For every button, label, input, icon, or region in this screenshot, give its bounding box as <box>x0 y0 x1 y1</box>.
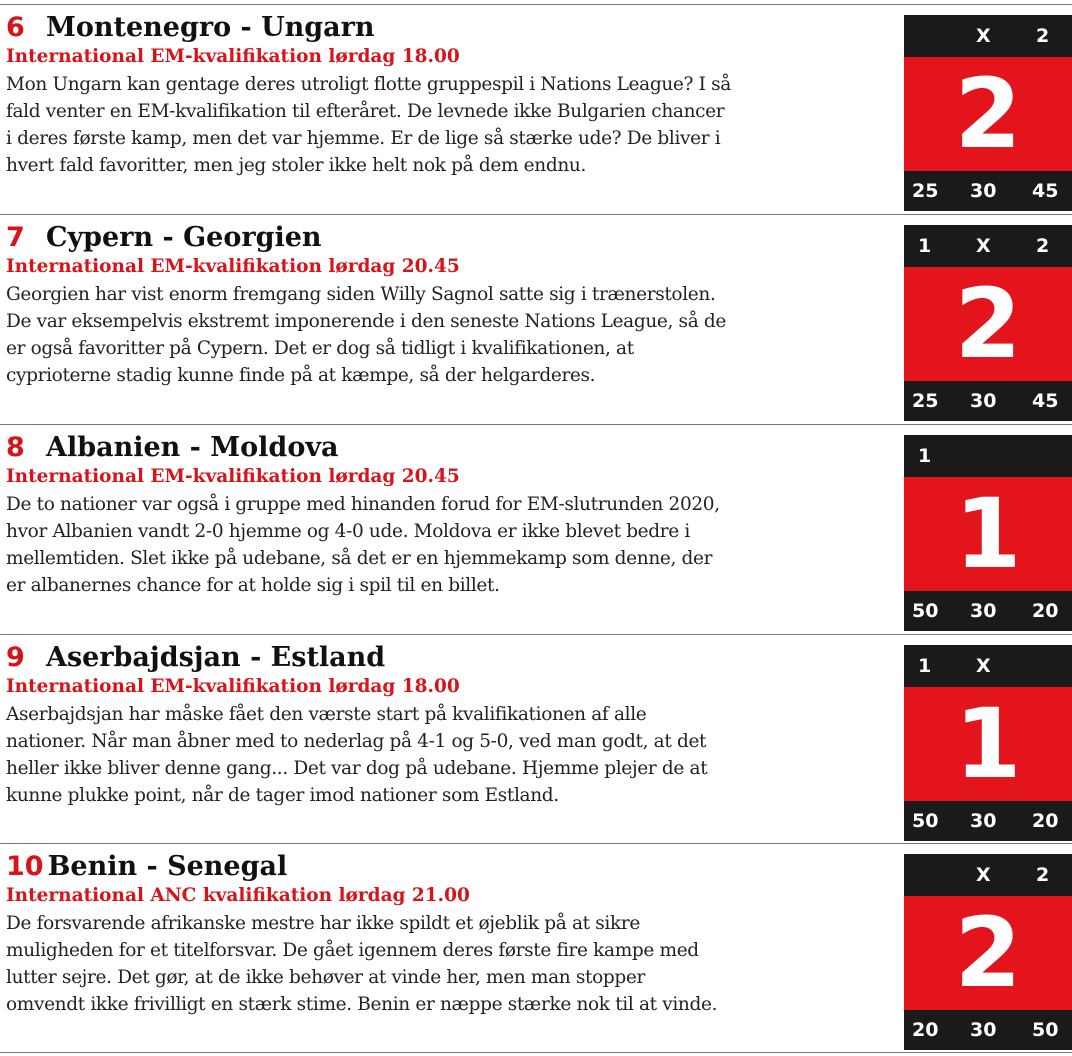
sign-away: 2 <box>1036 25 1050 47</box>
description-line: De var eksempelvis ekstremt imponerende i den seneste Nations League, så de <box>6 311 726 332</box>
coupon-percentages-bar <box>904 1010 1072 1050</box>
main-tip: 1 <box>954 688 1022 800</box>
match-number: 6 <box>6 12 25 43</box>
match-block <box>0 424 1072 634</box>
match-block <box>0 634 1072 844</box>
match-heading <box>6 844 886 884</box>
sign-draw: X <box>976 864 991 886</box>
bottom-divider <box>0 1052 1072 1053</box>
match-competition: International EM-kvalifikation lørdag 20.45 <box>6 466 460 487</box>
match-description <box>6 910 886 1018</box>
percentage-home: 25 <box>912 390 939 412</box>
description-line: heller ikke bliver denne gang... Det var dog på udebane. Hjemme plejer de at <box>6 758 708 779</box>
percentage-draw: 30 <box>970 390 997 412</box>
percentage-away: 50 <box>1032 1019 1059 1041</box>
match-competition: International EM-kvalifikation lørdag 18.00 <box>6 46 460 67</box>
coupon-box <box>904 645 1072 841</box>
description-line: lutter sejre. Det gør, at de ikke behøver at vinde her, men man stopper <box>6 967 645 988</box>
main-tip: 2 <box>954 897 1022 1009</box>
match-number: 9 <box>6 642 25 673</box>
match-description <box>6 701 886 809</box>
coupon-box <box>904 15 1072 211</box>
percentage-away: 20 <box>1032 600 1059 622</box>
coupon-box <box>904 225 1072 421</box>
percentage-home: 50 <box>912 810 939 832</box>
match-competition: International EM-kvalifikation lørdag 18.00 <box>6 676 460 697</box>
match-text <box>6 635 886 809</box>
description-line: muligheden for et titelforsvar. De gået igennem deres første fire kampe med <box>6 940 699 961</box>
sign-home: 1 <box>918 445 932 467</box>
percentage-home: 25 <box>912 180 939 202</box>
match-text <box>6 215 886 389</box>
percentage-home: 50 <box>912 600 939 622</box>
description-line: De forsvarende afrikanske mestre har ikke spildt et øjeblik på at sikre <box>6 913 640 934</box>
match-teams: Albanien - Moldova <box>46 432 339 463</box>
coupon-signs-bar <box>904 854 1072 896</box>
match-description <box>6 491 886 599</box>
coupon-signs-bar <box>904 645 1072 687</box>
percentage-draw: 30 <box>970 180 997 202</box>
match-heading <box>6 5 886 45</box>
sign-draw: X <box>976 25 991 47</box>
sign-draw: X <box>976 655 991 677</box>
main-tip: 2 <box>954 58 1022 170</box>
coupon-signs-bar <box>904 15 1072 57</box>
description-line: nationer. Når man åbner med to nederlag på 4-1 og 5-0, ved man godt, at det <box>6 731 707 752</box>
percentage-draw: 30 <box>970 810 997 832</box>
coupon-box <box>904 435 1072 631</box>
match-competition: International EM-kvalifikation lørdag 20.45 <box>6 256 460 277</box>
main-tip: 2 <box>954 268 1022 380</box>
match-teams: Benin - Senegal <box>47 851 288 882</box>
description-line: Mon Ungarn kan gentage deres utroligt flotte gruppespil i Nations League? I så <box>6 74 731 95</box>
coupon-signs-bar <box>904 225 1072 267</box>
match-text <box>6 425 886 599</box>
coupon-signs-bar <box>904 435 1072 477</box>
description-line: i deres første kamp, men det var hjemme. Er de lige så stærke ude? De bliver i <box>6 128 721 149</box>
description-line: er albanernes chance for at holde sig i spil til en billet. <box>6 575 500 596</box>
coupon-percentages-bar <box>904 591 1072 631</box>
match-heading <box>6 635 886 675</box>
match-number: 10 <box>6 851 44 882</box>
percentage-away: 45 <box>1032 390 1059 412</box>
match-description <box>6 281 886 389</box>
match-text <box>6 5 886 179</box>
description-line: omvendt ikke frivilligt en stærk stime. Benin er næppe stærke nok til at vinde. <box>6 994 718 1015</box>
description-line: Aserbajdsjan har måske fået den værste start på kvalifikationen af alle <box>6 704 647 725</box>
description-line: cyprioterne stadig kunne finde på at kæmpe, så der helgarderes. <box>6 365 596 386</box>
match-text <box>6 844 886 1018</box>
main-tip: 1 <box>954 478 1022 590</box>
percentage-away: 20 <box>1032 810 1059 832</box>
coupon-box <box>904 854 1072 1050</box>
match-description <box>6 71 886 179</box>
match-block <box>0 4 1072 214</box>
match-block <box>0 214 1072 424</box>
description-line: hvor Albanien vandt 2-0 hjemme og 4-0 ude. Moldova er ikke blevet bedre i <box>6 521 690 542</box>
match-block <box>0 843 1072 1053</box>
match-number: 8 <box>6 432 25 463</box>
sign-draw: X <box>976 235 991 257</box>
description-line: De to nationer var også i gruppe med hinanden forud for EM-slutrunden 2020, <box>6 494 720 515</box>
coupon-percentages-bar <box>904 801 1072 841</box>
coupon-percentages-bar <box>904 171 1072 211</box>
percentage-home: 20 <box>912 1019 939 1041</box>
match-heading <box>6 215 886 255</box>
percentage-draw: 30 <box>970 600 997 622</box>
percentage-draw: 30 <box>970 1019 997 1041</box>
match-teams: Aserbajdsjan - Estland <box>46 642 386 673</box>
description-line: kunne plukke point, når de tager imod nationer som Estland. <box>6 785 559 806</box>
description-line: er også favoritter på Cypern. Det er dog så tidligt i kvalifikationen, at <box>6 338 634 359</box>
description-line: mellemtiden. Slet ikke på udebane, så det er en hjemmekamp som denne, der <box>6 548 713 569</box>
percentage-away: 45 <box>1032 180 1059 202</box>
match-teams: Cypern - Georgien <box>46 222 322 253</box>
sign-home: 1 <box>918 655 932 677</box>
sign-away: 2 <box>1036 235 1050 257</box>
match-teams: Montenegro - Ungarn <box>46 12 375 43</box>
sign-away: 2 <box>1036 864 1050 886</box>
match-number: 7 <box>6 222 25 253</box>
sign-home: 1 <box>918 235 932 257</box>
description-line: hvert fald favoritter, men jeg stoler ikke helt nok på dem endnu. <box>6 155 586 176</box>
description-line: fald venter en EM-kvalifikation til efteråret. De levnede ikke Bulgarien chancer <box>6 101 725 122</box>
match-heading <box>6 425 886 465</box>
coupon-percentages-bar <box>904 381 1072 421</box>
match-competition: International ANC kvalifikation lørdag 21.00 <box>6 885 470 906</box>
description-line: Georgien har vist enorm fremgang siden Willy Sagnol satte sig i trænerstolen. <box>6 284 716 305</box>
